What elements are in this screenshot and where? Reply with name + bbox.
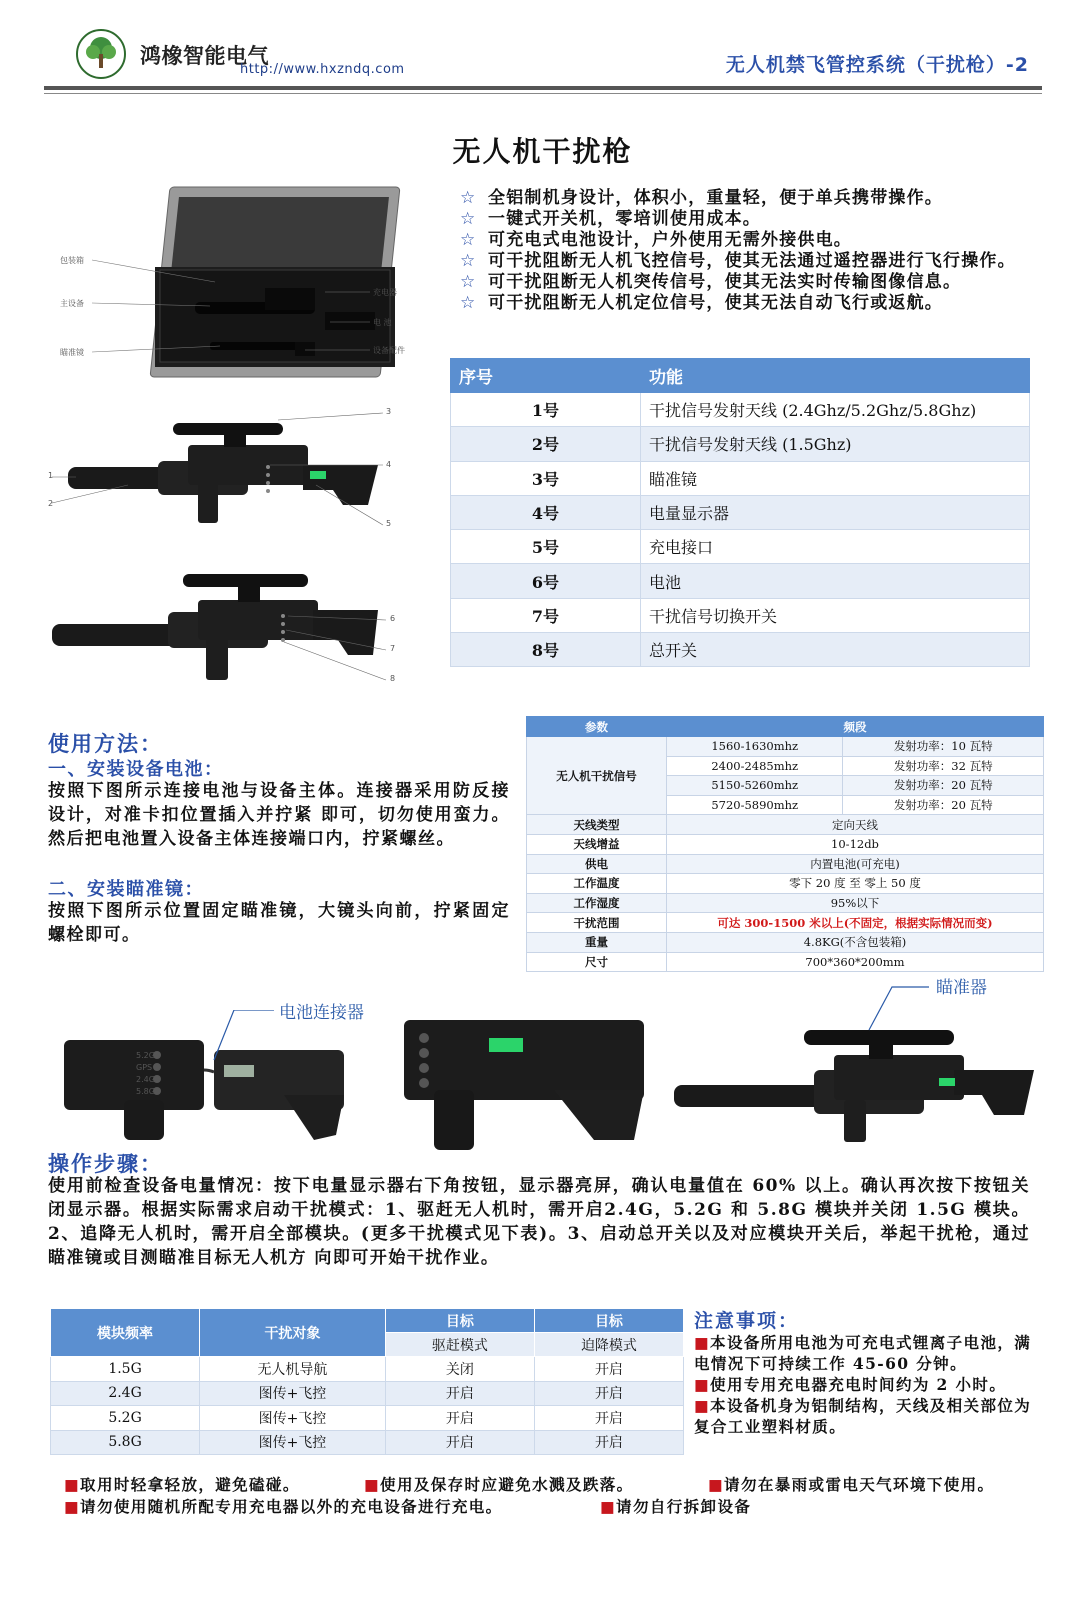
case-label-accessories: 设备配件 xyxy=(373,346,405,355)
red-square-icon: ■ xyxy=(694,1396,711,1415)
band-power: 发射功率：10 瓦特 xyxy=(843,737,1044,757)
warning-item: ■请勿自行拆卸设备 xyxy=(600,1497,752,1516)
star-icon: ☆ xyxy=(460,272,477,292)
website-url[interactable]: http://www.hxzndq.com xyxy=(240,62,405,77)
part-number: 4号 xyxy=(451,495,641,529)
table-header-row xyxy=(51,1309,684,1333)
note-item: ■本设备所用电池为可充电式锂离子电池，满电情况下可持续工作 45-60 分钟。 xyxy=(694,1333,1032,1373)
jam-target: 图传+飞控 xyxy=(200,1406,386,1431)
signal-label: 无人机干扰信号 xyxy=(527,737,667,815)
part-number: 5号 xyxy=(451,530,641,564)
part-number: 8号 xyxy=(451,633,641,667)
feature-item: ☆ 全铝制机身设计，体积小，重量轻，便于单兵携带操作。 xyxy=(460,188,943,208)
star-icon: ☆ xyxy=(460,251,477,271)
red-square-icon: ■ xyxy=(708,1475,725,1494)
brand-name: 鸿橡智能电气 xyxy=(140,44,269,68)
table-row xyxy=(527,932,1044,952)
part-number: 7号 xyxy=(451,598,641,632)
col-header-band: 频段 xyxy=(667,717,1044,737)
table-row xyxy=(51,1430,684,1455)
col-header-frequency: 模块频率 xyxy=(51,1309,200,1357)
feature-item: ☆ 一键式开关机，零培训使用成本。 xyxy=(460,209,761,229)
case-label-battery: 电 池 xyxy=(373,318,392,327)
case-label-main: 主设备 xyxy=(60,299,84,308)
table-row xyxy=(527,737,1044,757)
drive-state: 关闭 xyxy=(385,1357,534,1382)
page-title: 无人机干扰枪 xyxy=(452,135,633,168)
module-frequency: 1.5G xyxy=(51,1357,200,1382)
spec-label: 重量 xyxy=(527,932,667,952)
col-header-number: 序号 xyxy=(451,359,641,393)
table-row xyxy=(527,815,1044,835)
callout-5: 5 xyxy=(386,519,392,528)
header-rule-thin xyxy=(44,93,1042,94)
jam-target: 无人机导航 xyxy=(200,1357,386,1382)
table-header-row xyxy=(451,359,1030,393)
star-icon: ☆ xyxy=(460,230,477,250)
spec-label: 天线增益 xyxy=(527,834,667,854)
land-state: 开启 xyxy=(534,1357,683,1382)
feature-item: ☆ 可干扰阻断无人机定位信号，使其无法自动飞行或返航。 xyxy=(460,293,943,313)
warning-item: ■请勿在暴雨或雷电天气环境下使用。 xyxy=(708,1475,995,1494)
land-state: 开启 xyxy=(534,1406,683,1431)
part-function: 干扰信号发射天线 (1.5Ghz) xyxy=(641,427,1030,461)
operation-text: 使用前检查设备电量情况：按下电量显示器右下角按钮，显示器亮屏，确认电量值在 60% 以上。确认再次按下按钮关闭显示器。根据实际需求启动干扰模式：1、驱赶无人机时，需开启2.4G，5.2G 和 5.8G 模块并关闭 1.5G 模块。 2、追降无人机时，需开启全部模块。(更多干扰模式见下表)。3、启动总开关以及对应模块开关后，举起干扰枪，通过瞄准镜或目测瞄准目标无人机方 向即可开始干扰作业。 xyxy=(48,1176,1030,1268)
callout-2: 2 xyxy=(48,499,54,508)
drive-state: 开启 xyxy=(385,1406,534,1431)
part-number: 1号 xyxy=(451,393,641,427)
panel-mark: GPS xyxy=(136,1063,153,1072)
red-square-icon: ■ xyxy=(694,1333,711,1352)
land-state: 开启 xyxy=(534,1381,683,1406)
table-row xyxy=(51,1406,684,1431)
usage-heading: 使用方法： xyxy=(48,731,163,756)
table-row xyxy=(451,633,1030,667)
spec-label: 工作湿度 xyxy=(527,893,667,913)
feature-item: ☆ 可充电式电池设计，户外使用无需外接供电。 xyxy=(460,230,852,250)
spec-value: 95%以下 xyxy=(667,893,1044,913)
part-function: 充电接口 xyxy=(641,530,1030,564)
notes-heading: 注意事项： xyxy=(694,1310,800,1332)
module-frequency: 5.2G xyxy=(51,1406,200,1431)
callout-4: 4 xyxy=(386,460,392,469)
band-range: 1560-1630mhz xyxy=(667,737,843,757)
header-rule xyxy=(44,86,1042,90)
spec-value: 700*360*200mm xyxy=(667,952,1044,972)
callout-1: 1 xyxy=(48,471,54,480)
col-header-function: 功能 xyxy=(641,359,1030,393)
table-row xyxy=(527,893,1044,913)
red-square-icon: ■ xyxy=(600,1497,617,1516)
table-row xyxy=(527,874,1044,894)
part-function: 总开关 xyxy=(641,633,1030,667)
spec-table xyxy=(526,716,1044,972)
subheader-force-land-mode: 迫降模式 xyxy=(534,1333,683,1357)
usage-step2-text: 按照下图所示位置固定瞄准镜，大镜头向前，拧紧固定螺栓即可。 xyxy=(48,901,510,945)
notes-list xyxy=(694,1332,1046,1437)
spec-value: 4.8KG(不含包装箱) xyxy=(667,932,1044,952)
usage-step1-text: 按照下图所示连接电池与设备主体。连接器采用防反接设计，对准卡扣位置插入并拧紧 即可，切勿使用蛮力。然后把电池置入设备主体连接端口内，拧紧螺丝。 xyxy=(48,781,510,849)
usage-step2-title: 二、安装瞄准镜： xyxy=(48,879,204,900)
part-function: 瞄准镜 xyxy=(641,461,1030,495)
table-row xyxy=(527,913,1044,933)
module-frequency: 5.8G xyxy=(51,1430,200,1455)
warning-item: ■请勿使用随机所配专用充电器以外的充电设备进行充电。 xyxy=(64,1497,503,1516)
company-logo xyxy=(66,28,136,80)
drive-state: 开启 xyxy=(385,1430,534,1455)
table-row xyxy=(451,393,1030,427)
table-row xyxy=(527,834,1044,854)
table-row xyxy=(451,598,1030,632)
spec-label: 干扰范围 xyxy=(527,913,667,933)
display-panel-photo xyxy=(394,1010,656,1160)
warning-item: ■使用及保存时应避免水溅及跌落。 xyxy=(364,1475,634,1494)
part-function: 干扰信号切换开关 xyxy=(641,598,1030,632)
spec-value: 定向天线 xyxy=(667,815,1044,835)
spec-value: 10-12db xyxy=(667,834,1044,854)
panel-mark: 5.2G xyxy=(136,1051,155,1060)
part-number: 6号 xyxy=(451,564,641,598)
band-range: 2400-2485mhz xyxy=(667,756,843,776)
note-item: ■本设备机身为铝制结构，天线及相关部位为复合工业塑料材质。 xyxy=(694,1396,1032,1436)
table-row xyxy=(51,1381,684,1406)
part-number: 2号 xyxy=(451,427,641,461)
star-icon: ☆ xyxy=(460,209,477,229)
land-state: 开启 xyxy=(534,1430,683,1455)
spec-value: 零下 20 度 至 零上 50 度 xyxy=(667,874,1044,894)
red-square-icon: ■ xyxy=(64,1497,81,1516)
jam-target: 图传+飞控 xyxy=(200,1430,386,1455)
table-row xyxy=(51,1357,684,1382)
battery-connector-label: 电池连接器 xyxy=(279,1003,364,1023)
mode-table xyxy=(50,1308,684,1455)
spec-label: 工作温度 xyxy=(527,874,667,894)
band-range: 5150-5260mhz xyxy=(667,776,843,796)
subheader-drive-mode: 驱赶模式 xyxy=(385,1333,534,1357)
table-row xyxy=(527,952,1044,972)
table-row xyxy=(527,854,1044,874)
spec-label: 供电 xyxy=(527,854,667,874)
band-power: 发射功率：20 瓦特 xyxy=(843,795,1044,815)
scope-label: 瞄准器 xyxy=(936,978,987,998)
usage-step1-title: 一、安装设备电池： xyxy=(48,759,224,780)
scope-mount-photo xyxy=(674,975,1054,1160)
spec-label: 天线类型 xyxy=(527,815,667,835)
callout-8: 8 xyxy=(390,674,396,683)
star-icon: ☆ xyxy=(460,293,477,313)
col-header-target: 干扰对象 xyxy=(200,1309,386,1357)
spec-label: 尺寸 xyxy=(527,952,667,972)
module-frequency: 2.4G xyxy=(51,1381,200,1406)
battery-connector-photo xyxy=(64,1003,364,1160)
spec-value-range: 可达 300-1500 米以上(不固定，根据实际情况而变) xyxy=(667,913,1044,933)
red-square-icon: ■ xyxy=(64,1475,81,1494)
callout-7: 7 xyxy=(390,644,396,653)
drive-state: 开启 xyxy=(385,1381,534,1406)
part-function: 电池 xyxy=(641,564,1030,598)
col-header-param: 参数 xyxy=(527,717,667,737)
note-item: ■使用专用充电器充电时间约为 2 小时。 xyxy=(694,1375,1007,1394)
red-square-icon: ■ xyxy=(364,1475,381,1494)
feature-item: ☆ 可干扰阻断无人机飞控信号，使其无法通过遥控器进行飞行操作。 xyxy=(460,251,1016,271)
band-range: 5720-5890mhz xyxy=(667,795,843,815)
jam-target: 图传+飞控 xyxy=(200,1381,386,1406)
panel-mark: 5.8G xyxy=(136,1087,155,1096)
operation-heading: 操作步骤： xyxy=(48,1151,163,1176)
callout-3: 3 xyxy=(386,407,392,416)
case-label-box: 包装箱 xyxy=(60,256,84,265)
parts-table xyxy=(450,358,1030,667)
spec-value: 内置电池(可充电) xyxy=(667,854,1044,874)
gun-diagram-bottom xyxy=(48,560,408,688)
col-header-goal: 目标 xyxy=(534,1309,683,1333)
table-header-row xyxy=(527,717,1044,737)
document-title: 无人机禁飞管控系统（干扰枪）-2 xyxy=(725,54,1029,76)
feature-list xyxy=(460,188,1060,314)
table-row xyxy=(451,530,1030,564)
col-header-goal: 目标 xyxy=(385,1309,534,1333)
band-power: 发射功率：32 瓦特 xyxy=(843,756,1044,776)
band-power: 发射功率：20 瓦特 xyxy=(843,776,1044,796)
case-label-scope: 瞄准镜 xyxy=(60,348,84,357)
part-function: 电量显示器 xyxy=(641,495,1030,529)
part-function: 干扰信号发射天线 (2.4Ghz/5.2Ghz/5.8Ghz) xyxy=(641,393,1030,427)
star-icon: ☆ xyxy=(460,188,477,208)
gun-diagram-top xyxy=(48,405,408,535)
feature-item: ☆ 可干扰阻断无人机突传信号，使其无法实时传输图像信息。 xyxy=(460,272,962,292)
callout-6: 6 xyxy=(390,614,396,623)
warning-item: ■取用时轻拿轻放，避免磕碰。 xyxy=(64,1475,300,1494)
red-square-icon: ■ xyxy=(694,1375,711,1394)
part-number: 3号 xyxy=(451,461,641,495)
table-row xyxy=(451,564,1030,598)
table-row xyxy=(451,495,1030,529)
carry-case-photo xyxy=(60,182,420,382)
case-label-charger: 充电器 xyxy=(373,288,397,297)
panel-mark: 2.4G xyxy=(136,1075,155,1084)
table-row xyxy=(451,461,1030,495)
table-row xyxy=(451,427,1030,461)
